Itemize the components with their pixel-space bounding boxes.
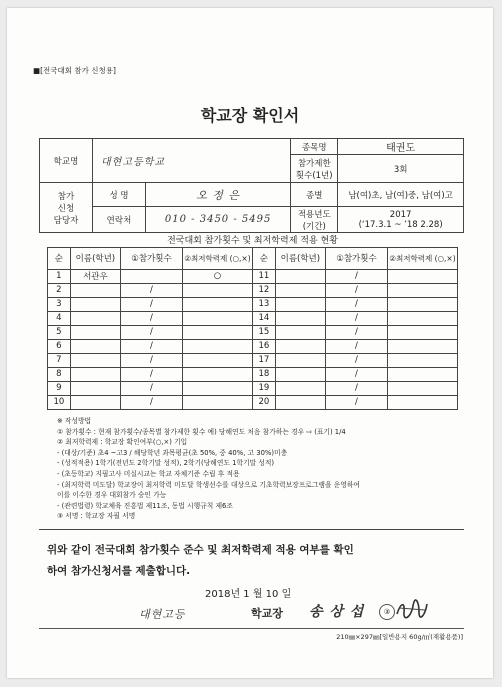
header-no-right: 순 <box>252 247 275 269</box>
row-count: / <box>325 367 387 381</box>
row-name <box>70 367 120 381</box>
header-count-left: ①참가횟수 <box>121 247 183 269</box>
note-line: - (대상/기준) 초4 ~고3 / 해당학년 과목평균(초 50%, 중 40%, 고 30%)미충 <box>57 448 288 457</box>
statement-line1: 위와 같이 전국대회 참가횟수 준수 및 최저학력제 적용 여부를 확인 <box>47 544 354 556</box>
row-count: / <box>121 353 183 367</box>
row-mark <box>182 395 252 409</box>
row-name <box>70 297 120 311</box>
table-row <box>48 395 458 409</box>
row-name <box>70 325 120 339</box>
year-value-line2: (‘17.3.1 ~ ’18 2.28) <box>358 219 443 230</box>
row-number: 11 <box>252 269 275 283</box>
row-number: 13 <box>252 297 275 311</box>
note-line: - (초등학교) 지필고사 미실시교는 학교 자체기준 수립 후 적용 <box>57 469 240 478</box>
row-number: 20 <box>252 395 275 409</box>
row-number: 15 <box>252 325 275 339</box>
year-value <box>338 207 464 233</box>
header-no-left: 순 <box>48 247 71 269</box>
note-line: ② 최저학력제 : 학교장 확인여부(○,×) 기입 <box>57 438 188 447</box>
row-count: / <box>121 297 183 311</box>
status-table <box>47 233 458 410</box>
name-label: 성 명 <box>93 183 146 207</box>
row-mark <box>387 325 457 339</box>
table-row <box>48 311 458 325</box>
note-line: - (최저학력 미도달) 학교장이 최저학력 미도달 학생선수를 대상으로 기초학력보장프로그램을 운영하여 <box>57 480 360 489</box>
table-row <box>48 325 458 339</box>
row-mark <box>182 283 252 297</box>
row-name <box>275 367 325 381</box>
row-name <box>70 311 120 325</box>
row-mark <box>387 339 457 353</box>
table-row <box>48 353 458 367</box>
row-name <box>275 297 325 311</box>
row-number: 4 <box>48 311 71 325</box>
row-number: 2 <box>48 283 71 297</box>
principal-label: 학교장 <box>251 607 283 620</box>
status-title: 전국대회 참가횟수 및 최저학력제 적용 현황 <box>167 236 338 247</box>
seal-mark: ③ <box>379 604 395 620</box>
person-label-line1: 참가 <box>57 191 75 202</box>
note-line: - (관련법령) 학교체육 진흥법 제11조, 동법 시행규칙 제6조 <box>57 501 233 510</box>
limit-label-line2: 횟수(1년) <box>295 170 333 181</box>
limit-value: 3회 <box>338 155 464 183</box>
table-row <box>48 381 458 395</box>
table-row <box>48 269 458 283</box>
row-count <box>121 269 183 283</box>
row-name <box>275 283 325 297</box>
submission-date: 2018년 1 월 10 일 <box>205 589 292 600</box>
note-line: ① 참가횟수 : 현재 참가횟수/종목별 참가제한 횟수 예) 당해연도 처음 참가하는 경우 ⇨ (표기) 1/4 <box>57 427 346 436</box>
row-count: / <box>325 339 387 353</box>
year-label-line2: (기간) <box>302 221 326 232</box>
type-value: 남(여)초, 남(여)중, 남(여)고 <box>338 183 464 207</box>
row-number: 10 <box>48 395 71 409</box>
row-mark <box>182 353 252 367</box>
row-count: / <box>121 381 183 395</box>
event-label: 종목명 <box>291 139 338 155</box>
header-name-left: 이름(학년) <box>70 247 120 269</box>
handwritten-signature-scribble <box>395 598 429 620</box>
row-mark: ○ <box>182 269 252 283</box>
row-count: / <box>325 325 387 339</box>
event-value: 태권도 <box>338 139 464 155</box>
name-value: 오 정 은 <box>146 183 291 207</box>
row-name: 서관우 <box>70 269 120 283</box>
row-number: 19 <box>252 381 275 395</box>
row-name <box>70 339 120 353</box>
row-mark <box>182 325 252 339</box>
header-label: ■[전국대회 참가 신청용] <box>33 66 116 75</box>
header-count-right: ①참가횟수 <box>325 247 387 269</box>
type-label: 종별 <box>291 183 338 207</box>
principal-signature: 송 상 섭 <box>309 604 365 620</box>
limit-label-line1: 참가제한 <box>297 158 331 169</box>
header-name-right: 이름(학년) <box>275 247 325 269</box>
row-mark <box>182 297 252 311</box>
document-page <box>7 8 493 678</box>
contact-value: 010 - 3450 - 5495 <box>146 207 291 233</box>
person-label <box>40 183 93 233</box>
row-count: / <box>325 311 387 325</box>
note-line: - (성적적용) 1학기(전년도 2학기말 성적), 2학기(당해연도 1학기말 성적) <box>57 459 275 468</box>
row-name <box>70 353 120 367</box>
row-count: / <box>121 283 183 297</box>
row-count: / <box>121 311 183 325</box>
contact-label: 연락처 <box>93 207 146 233</box>
note-line: ③ 서명 : 학교장 자필 서명 <box>57 512 136 521</box>
row-count: / <box>325 283 387 297</box>
row-name <box>70 395 120 409</box>
row-count: / <box>121 367 183 381</box>
row-mark <box>387 311 457 325</box>
row-mark <box>387 395 457 409</box>
row-mark <box>182 381 252 395</box>
row-mark <box>182 339 252 353</box>
instructions-notes <box>57 416 487 522</box>
row-number: 1 <box>48 269 71 283</box>
row-mark <box>387 367 457 381</box>
row-number: 7 <box>48 353 71 367</box>
row-number: 17 <box>252 353 275 367</box>
table-row <box>48 297 458 311</box>
row-name <box>275 311 325 325</box>
person-label-line2: 신청 <box>57 203 75 214</box>
note-line: 이를 이수한 경우 대회참가 승인 가능 <box>57 491 167 500</box>
row-number: 14 <box>252 311 275 325</box>
header-mark-right: ②최저학력제 (○,×) <box>387 247 457 269</box>
row-mark <box>387 381 457 395</box>
row-number: 5 <box>48 325 71 339</box>
school-value: 대현고등학교 <box>93 139 291 183</box>
limit-label <box>291 155 338 183</box>
table-row <box>48 339 458 353</box>
row-mark <box>182 311 252 325</box>
info-table <box>39 138 464 233</box>
row-count: / <box>325 381 387 395</box>
row-mark <box>387 353 457 367</box>
row-number: 18 <box>252 367 275 381</box>
statement-line2: 하여 참가신청서를 제출합니다. <box>47 565 191 577</box>
row-count: / <box>325 297 387 311</box>
row-name <box>70 283 120 297</box>
row-mark <box>182 367 252 381</box>
row-count: / <box>121 339 183 353</box>
school-label: 학교명 <box>40 139 93 183</box>
row-name <box>275 395 325 409</box>
year-label-line1: 적용년도 <box>297 209 331 220</box>
row-mark <box>387 269 457 283</box>
note-line: ※ 작성방법 <box>57 417 92 425</box>
table-row <box>48 283 458 297</box>
header-mark-left: ②최저학력제 (○,×) <box>182 247 252 269</box>
row-name <box>275 339 325 353</box>
row-name <box>275 269 325 283</box>
row-name <box>70 381 120 395</box>
section-divider <box>39 529 464 530</box>
paper-spec-footer: 210㎜×297㎜[일반용지 60g/㎡(재활용품)] <box>336 633 463 641</box>
row-number: 8 <box>48 367 71 381</box>
person-label-line3: 담당자 <box>53 215 79 226</box>
school-handwritten: 대현고등 <box>139 608 186 621</box>
row-number: 12 <box>252 283 275 297</box>
row-count: / <box>325 395 387 409</box>
document-title: 학교장 확인서 <box>200 106 300 125</box>
table-row <box>48 367 458 381</box>
row-count: / <box>325 269 387 283</box>
signature-scribble-icon <box>395 598 429 620</box>
year-value-line1: 2017 <box>389 209 412 220</box>
row-count: / <box>325 353 387 367</box>
row-mark <box>387 297 457 311</box>
row-number: 3 <box>48 297 71 311</box>
row-number: 16 <box>252 339 275 353</box>
row-name <box>275 353 325 367</box>
row-name <box>275 381 325 395</box>
year-label <box>291 207 338 233</box>
row-number: 9 <box>48 381 71 395</box>
footer-divider <box>39 628 464 629</box>
row-name <box>275 325 325 339</box>
row-count: / <box>121 395 183 409</box>
row-count: / <box>121 325 183 339</box>
row-number: 6 <box>48 339 71 353</box>
row-mark <box>387 283 457 297</box>
